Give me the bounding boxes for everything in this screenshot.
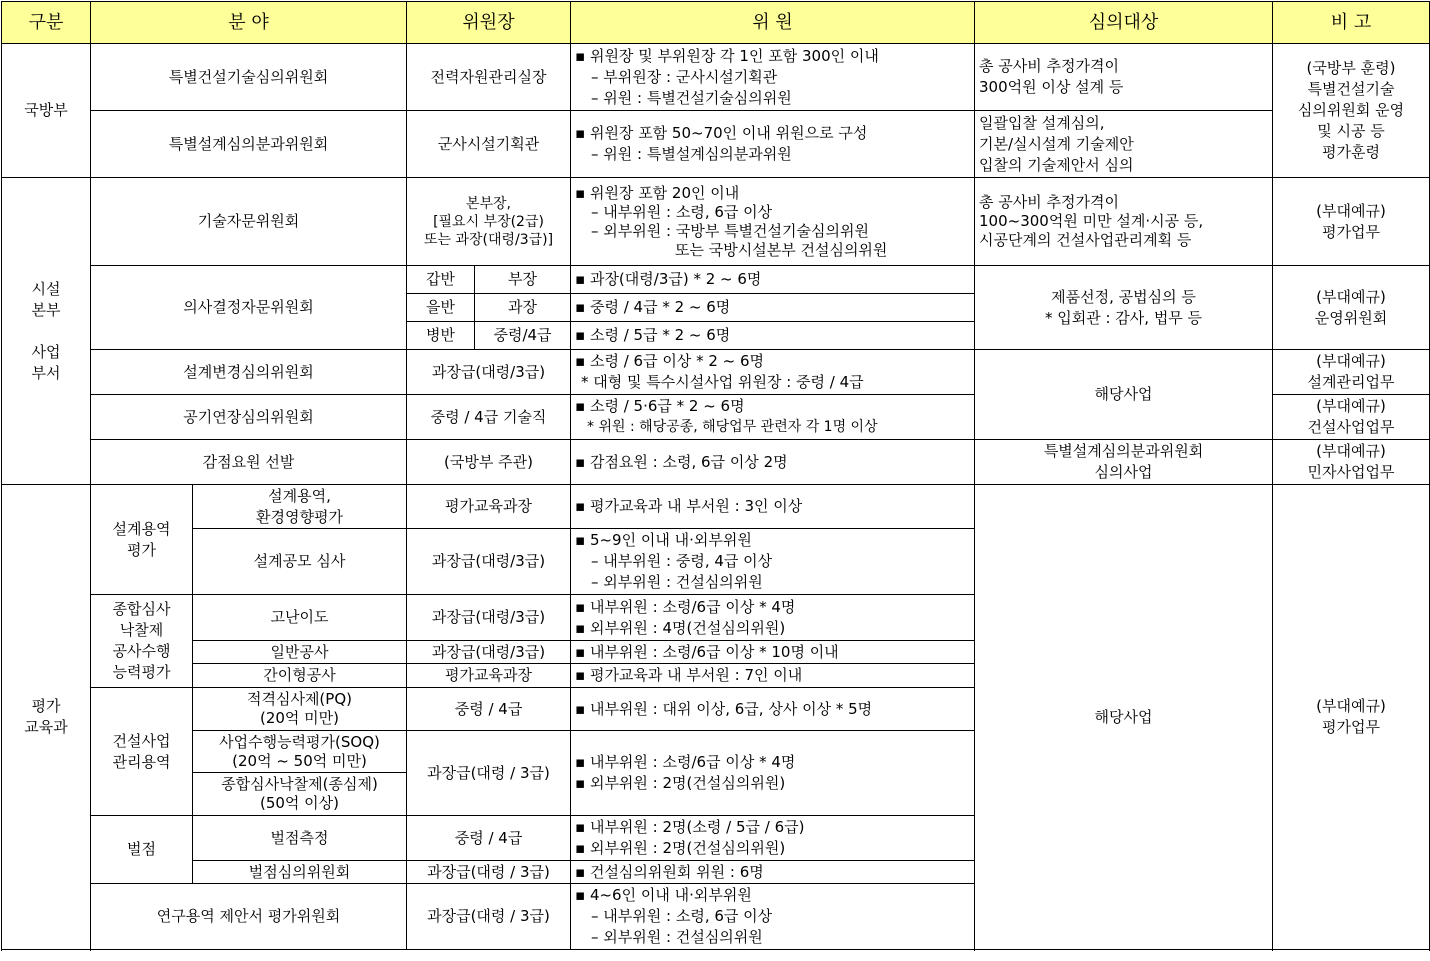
table-row bbox=[2, 440, 1430, 485]
field-cell: 사업수행능력평가(SOQ) (20억 ~ 50억 미만) bbox=[193, 731, 407, 773]
members-cell: ▪ 내부위원 : 대위 이상, 6급, 상사 이상 * 5명 bbox=[571, 688, 975, 731]
member-line: ▪ 위원장 포함 50~70인 이내 위원으로 구성 bbox=[575, 124, 868, 142]
note-cell: (부대예규) 민자사업업무 bbox=[1273, 440, 1430, 485]
member-line: – 내부위원 : 소령, 6급 이상 bbox=[591, 907, 773, 925]
members-cell bbox=[571, 350, 975, 395]
field-cell: 의사결정자문위원회 bbox=[91, 266, 407, 350]
chair-cell: 평가교육과장 bbox=[407, 485, 571, 529]
header-field: 분 야 bbox=[91, 2, 407, 44]
field-cell: 연구용역 제안서 평가위원회 bbox=[91, 884, 407, 950]
member-line: ▪ 외부위원 : 2명(건설심의위원) bbox=[575, 774, 786, 792]
member-line: – 내부위원 : 중령, 4급 이상 bbox=[591, 552, 773, 570]
target-cell: 제품선정, 공법심의 등 * 입회관 : 감사, 법무 등 bbox=[975, 266, 1273, 350]
field-cell: 기술자문위원회 bbox=[91, 178, 407, 266]
field-cell: 벌점심의위원회 bbox=[193, 861, 407, 884]
members-cell bbox=[571, 529, 975, 595]
members-cell bbox=[571, 395, 975, 440]
members-cell: ▪ 중령 / 4급 * 2 ~ 6명 bbox=[571, 294, 975, 322]
category-cell: 벌점 bbox=[91, 816, 193, 884]
table-row bbox=[2, 485, 1430, 529]
grade-cell: 갑반 bbox=[407, 266, 475, 294]
category-cell: 종합심사 낙찰제 공사수행 능력평가 bbox=[91, 595, 193, 688]
chair-cell: 과장급(대령/3급) bbox=[407, 350, 571, 395]
header-note: 비 고 bbox=[1273, 2, 1430, 44]
target-cell: 해당사업 bbox=[975, 350, 1273, 440]
member-line: ▪ 위원장 포함 20인 이내 bbox=[575, 183, 740, 202]
field-cell: 설계변경심의위원회 bbox=[91, 350, 407, 395]
table-row bbox=[2, 178, 1430, 266]
committee-table bbox=[1, 1, 1430, 950]
note-cell: (국방부 훈령) 특별건설기술 심의위원회 운영 및 시공 등 평가훈령 bbox=[1273, 44, 1430, 178]
members-cell bbox=[571, 884, 975, 950]
target-cell: 총 공사비 추정가격이 100~300억원 미만 설계·시공 등, 시공단계의 건설사업관리계획 등 bbox=[975, 178, 1273, 266]
field-cell: 감점요원 선발 bbox=[91, 440, 407, 485]
members-cell: ▪ 평가교육과 내 부서원 : 3인 이상 bbox=[571, 485, 975, 529]
target-cell: 일괄입찰 설계심의, 기본/실시설계 기술제안 입찰의 기술제안서 심의 bbox=[975, 111, 1273, 178]
member-line: – 위원 : 특별설계심의분과위원 bbox=[591, 145, 792, 163]
table-row bbox=[2, 44, 1430, 111]
chair-cell: 과장급(대령/3급) bbox=[407, 641, 571, 664]
members-cell bbox=[571, 595, 975, 641]
category-cell: 건설사업 관리용역 bbox=[91, 688, 193, 816]
member-line: ▪ 5~9인 이내 내·외부위원 bbox=[575, 531, 752, 549]
chair-cell: 평가교육과장 bbox=[407, 664, 571, 688]
field-cell: 설계공모 심사 bbox=[193, 529, 407, 595]
field-cell: 공기연장심의위원회 bbox=[91, 395, 407, 440]
member-line: – 위원 : 특별건설기술심의위원 bbox=[591, 88, 792, 107]
members-cell bbox=[571, 44, 975, 111]
member-line: ▪ 내부위원 : 소령/6급 이상 * 4명 bbox=[575, 597, 796, 616]
member-line: ▪ 위원장 및 부위원장 각 1인 포함 300인 이내 bbox=[575, 46, 879, 65]
members-cell: ▪ 과장(대령/3급) * 2 ~ 6명 bbox=[571, 266, 975, 294]
note-cell: (부대예규) 평가업무 bbox=[1273, 485, 1430, 950]
member-line: * 위원 : 해당공종, 해당업무 관련자 각 1명 이상 bbox=[587, 419, 878, 435]
members-cell bbox=[571, 111, 975, 178]
chair-cell: 중령/4급 bbox=[475, 322, 571, 350]
field-cell: 고난이도 bbox=[193, 595, 407, 641]
grade-cell: 병반 bbox=[407, 322, 475, 350]
group-label-mnd: 국방부 bbox=[2, 44, 91, 178]
target-cell: 특별설계심의분과위원회 심의사업 bbox=[975, 440, 1273, 485]
group-label-facility: 시설 본부 사업 부서 bbox=[2, 178, 91, 485]
member-line: ▪ 내부위원 : 소령/6급 이상 * 4명 bbox=[575, 753, 796, 771]
member-line: ▪ 소령 / 6급 이상 * 2 ~ 6명 bbox=[575, 352, 765, 370]
field-cell: 벌점측정 bbox=[193, 816, 407, 861]
table-row bbox=[2, 266, 1430, 294]
target-cell: 해당사업 bbox=[975, 485, 1273, 950]
chair-cell: 중령 / 4급 bbox=[407, 688, 571, 731]
group-label-eval: 평가 교육과 bbox=[2, 485, 91, 950]
field-cell: 특별설계심의분과위원회 bbox=[91, 111, 407, 178]
member-line: – 외부위원 : 국방부 특별건설기술심의위원 bbox=[591, 221, 869, 240]
member-line: ▪ 외부위원 : 4명(건설심의위원) bbox=[575, 618, 786, 637]
member-line: ▪ 외부위원 : 2명(건설심의위원) bbox=[575, 839, 786, 857]
note-cell: (부대예규) 운영위원회 bbox=[1273, 266, 1430, 350]
chair-cell: 중령 / 4급 bbox=[407, 816, 571, 861]
member-line: * 대형 및 특수시설사업 위원장 : 중령 / 4급 bbox=[581, 373, 864, 391]
chair-cell: 본부장, [필요시 부장(2급) 또는 과장(대령/3급)] bbox=[407, 178, 571, 266]
field-cell: 간이형공사 bbox=[193, 664, 407, 688]
members-cell: ▪ 내부위원 : 소령/6급 이상 * 10명 이내 bbox=[571, 641, 975, 664]
member-line: – 외부위원 : 건설심의위원 bbox=[591, 573, 763, 591]
category-cell: 설계용역 평가 bbox=[91, 485, 193, 595]
member-line: – 부위원장 : 군사시설기획관 bbox=[591, 67, 778, 86]
member-line: – 외부위원 : 건설심의위원 bbox=[591, 928, 763, 946]
chair-cell: 전력자원관리실장 bbox=[407, 44, 571, 111]
grade-cell: 을반 bbox=[407, 294, 475, 322]
chair-cell: 군사시설기획관 bbox=[407, 111, 571, 178]
member-line: ▪ 소령 / 5·6급 * 2 ~ 6명 bbox=[575, 397, 745, 415]
member-line: 또는 국방시설본부 건설심의위원 bbox=[675, 240, 888, 259]
members-cell: ▪ 평가교육과 내 부서원 : 7인 이내 bbox=[571, 664, 975, 688]
members-cell: ▪ 감점요원 : 소령, 6급 이상 2명 bbox=[571, 440, 975, 485]
chair-cell: 과장급(대령 / 3급) bbox=[407, 731, 571, 816]
member-line: – 내부위원 : 소령, 6급 이상 bbox=[591, 202, 773, 221]
header-row bbox=[2, 2, 1430, 44]
member-line: ▪ 내부위원 : 2명(소령 / 5급 / 6급) bbox=[575, 818, 805, 836]
chair-cell: 과장급(대령/3급) bbox=[407, 529, 571, 595]
field-cell: 종합심사낙찰제(종심제) (50억 이상) bbox=[193, 773, 407, 816]
header-chair: 위원장 bbox=[407, 2, 571, 44]
note-cell: (부대예규) 설계관리업무 bbox=[1273, 350, 1430, 395]
note-cell: (부대예규) 평가업무 bbox=[1273, 178, 1430, 266]
header-category: 구분 bbox=[2, 2, 91, 44]
members-cell: ▪ 소령 / 5급 * 2 ~ 6명 bbox=[571, 322, 975, 350]
chair-cell: 부장 bbox=[475, 266, 571, 294]
header-members: 위 원 bbox=[571, 2, 975, 44]
members-cell: ▪ 건설심의위원회 위원 : 6명 bbox=[571, 861, 975, 884]
table-row bbox=[2, 350, 1430, 395]
members-cell bbox=[571, 178, 975, 266]
member-line: ▪ 4~6인 이내 내·외부위원 bbox=[575, 886, 752, 904]
chair-cell: 과장급(대령 / 3급) bbox=[407, 861, 571, 884]
note-cell: (부대예규) 건설사업업무 bbox=[1273, 395, 1430, 440]
chair-cell: 과장급(대령 / 3급) bbox=[407, 884, 571, 950]
field-cell: 적격심사제(PQ) (20억 미만) bbox=[193, 688, 407, 731]
members-cell bbox=[571, 731, 975, 816]
field-cell: 특별건설기술심의위원회 bbox=[91, 44, 407, 111]
chair-cell: 중령 / 4급 기술직 bbox=[407, 395, 571, 440]
chair-cell: 과장급(대령/3급) bbox=[407, 595, 571, 641]
members-cell bbox=[571, 816, 975, 861]
field-cell: 설계용역, 환경영향평가 bbox=[193, 485, 407, 529]
header-target: 심의대상 bbox=[975, 2, 1273, 44]
field-cell: 일반공사 bbox=[193, 641, 407, 664]
chair-cell: (국방부 주관) bbox=[407, 440, 571, 485]
chair-cell: 과장 bbox=[475, 294, 571, 322]
table-row bbox=[2, 111, 1430, 178]
target-cell: 총 공사비 추정가격이 300억원 이상 설계 등 bbox=[975, 44, 1273, 111]
